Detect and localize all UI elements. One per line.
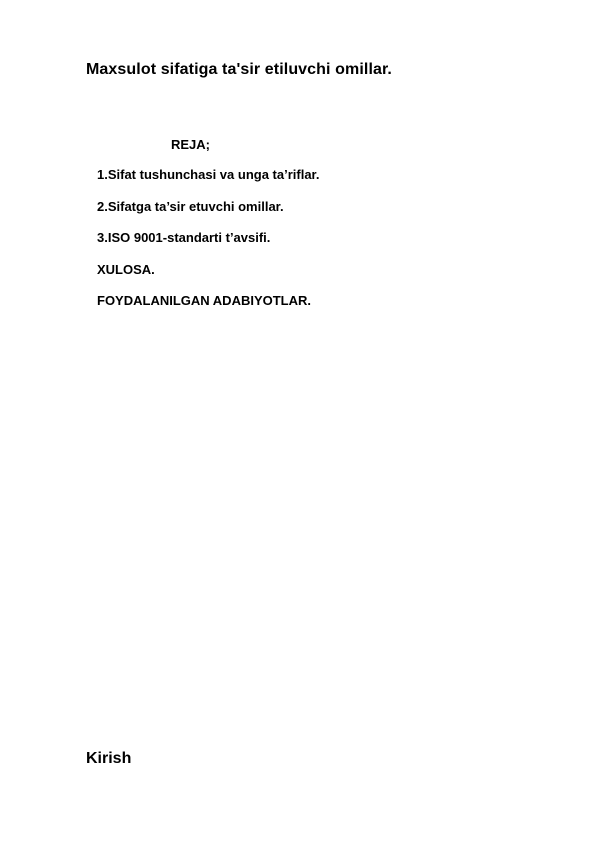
- section-heading-introduction: Kirish: [86, 750, 132, 767]
- table-of-contents: [97, 167, 320, 325]
- toc-item-2: 2.Sifatga ta’sir etuvchi omillar.: [97, 198, 284, 214]
- toc-item-3: 3.ISO 9001-standarti t’avsifi.: [97, 230, 271, 245]
- toc-item-1: 1.Sifat tushunchasi va unga ta’riflar.: [97, 167, 320, 182]
- toc-item-references: FOYDALANILGAN ADABIYOTLAR.: [97, 293, 312, 308]
- plan-heading: REJA;: [171, 137, 211, 152]
- document-title: Maxsulot sifatiga ta'sir etiluvchi omillar.: [86, 61, 392, 78]
- toc-item-conclusion: XULOSA.: [97, 261, 155, 277]
